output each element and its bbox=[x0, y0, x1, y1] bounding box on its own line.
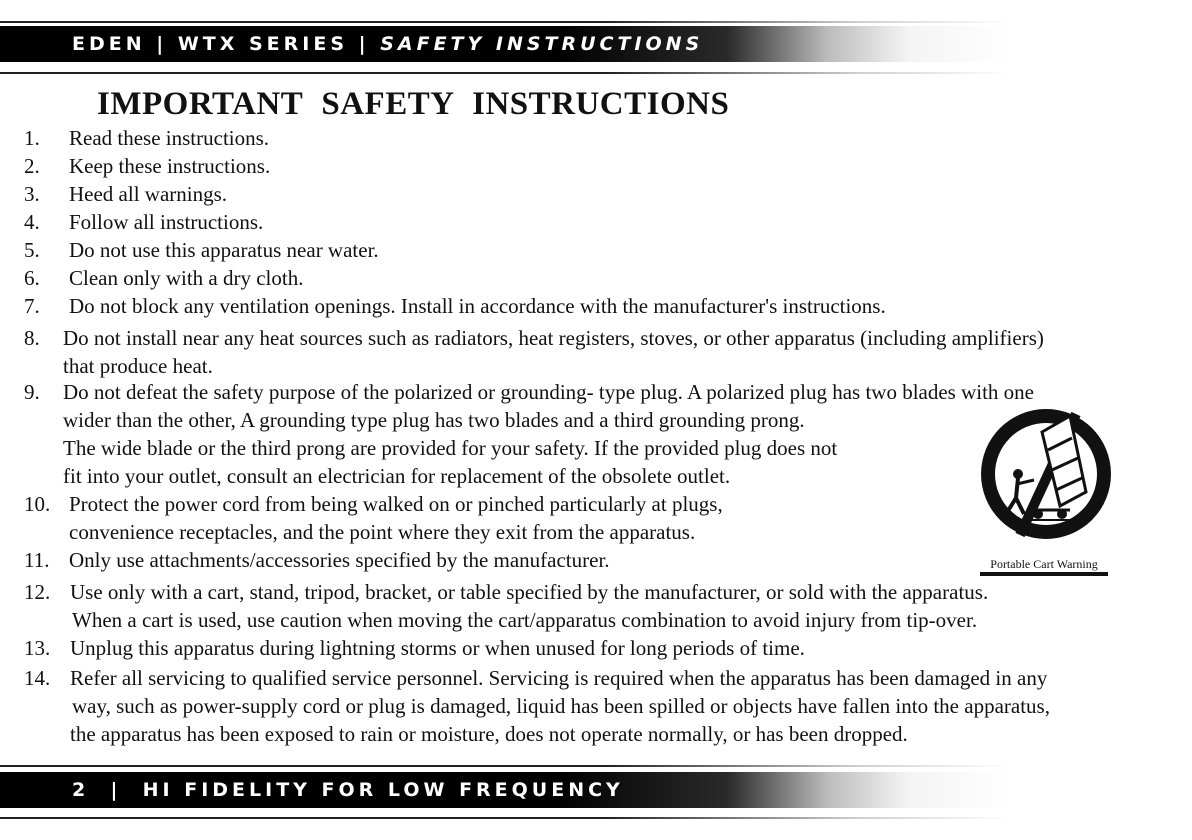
item-number: 10. bbox=[24, 492, 51, 516]
tip-over-cart-icon bbox=[980, 404, 1112, 554]
item-text: Clean only with a dry cloth. bbox=[69, 266, 304, 290]
item-text: Follow all instructions. bbox=[69, 210, 264, 234]
item-text: Read these instructions. bbox=[69, 126, 270, 150]
item-text: wider than the other, A grounding type plug has two blades and a third grounding prong. bbox=[63, 408, 805, 432]
cart-warning bbox=[980, 404, 1112, 580]
item-text: Use only with a cart, stand, tripod, bracket, or table specified by the manufacturer, or sold with the apparatus. bbox=[70, 580, 989, 604]
item-text: Do not use this apparatus near water. bbox=[69, 238, 379, 262]
header-brand: EDEN bbox=[72, 33, 146, 55]
item-text: Heed all warnings. bbox=[69, 182, 228, 206]
cart-warning-caption: Portable Cart Warning bbox=[980, 556, 1108, 576]
footer-rule-bottom bbox=[0, 817, 1010, 819]
item-text: convenience receptacles, and the point where they exit from the apparatus. bbox=[69, 520, 696, 544]
footer-bar bbox=[0, 772, 1010, 808]
item-number: 6. bbox=[24, 266, 40, 290]
item-number: 11. bbox=[24, 548, 50, 572]
item-text: Keep these instructions. bbox=[69, 154, 271, 178]
item-text: Do not defeat the safety purpose of the polarized or grounding- type plug. A polarized plug has two blades with one bbox=[63, 380, 1035, 404]
item-text: way, such as power-supply cord or plug is damaged, liquid has been spilled or objects have fallen into the apparatus, bbox=[72, 694, 1050, 718]
item-number: 7. bbox=[24, 294, 40, 318]
item-number: 2. bbox=[24, 154, 40, 178]
footer-text: 2 | HI FIDELITY FOR LOW FREQUENCY bbox=[72, 779, 624, 801]
header-bar bbox=[0, 26, 1010, 62]
item-number: 5. bbox=[24, 238, 40, 262]
item-text: Do not install near any heat sources such as radiators, heat registers, stoves, or other apparatus (including amplifiers) bbox=[63, 326, 1044, 350]
item-text: Refer all servicing to qualified service personnel. Servicing is required when the apparatus has been damaged in any bbox=[70, 666, 1048, 690]
footer-page-number: 2 bbox=[72, 779, 90, 801]
item-number: 9. bbox=[24, 380, 40, 404]
header-section: SAFETY INSTRUCTIONS bbox=[380, 33, 704, 55]
item-number: 12. bbox=[24, 580, 51, 604]
page-title: IMPORTANT SAFETY INSTRUCTIONS bbox=[97, 86, 730, 122]
item-number: 14. bbox=[24, 666, 51, 690]
item-number: 8. bbox=[24, 326, 40, 350]
item-text: Do not block any ventilation openings. Install in accordance with the manufacturer's instructions. bbox=[69, 294, 886, 318]
item-number: 3. bbox=[24, 182, 40, 206]
item-number: 4. bbox=[24, 210, 40, 234]
item-text: The wide blade or the third prong are provided for your safety. If the provided plug does not bbox=[63, 436, 838, 460]
header-rule-bottom bbox=[0, 72, 1010, 74]
item-number: 13. bbox=[24, 636, 51, 660]
item-text: the apparatus has been exposed to rain or moisture, does not operate normally, or has been dropped. bbox=[70, 722, 908, 746]
item-text: Only use attachments/accessories specified by the manufacturer. bbox=[69, 548, 610, 572]
item-text: Unplug this apparatus during lightning storms or when unused for long periods of time. bbox=[70, 636, 805, 660]
footer-rule-top bbox=[0, 765, 1010, 767]
item-number: 1. bbox=[24, 126, 40, 150]
header-series: WTX SERIES bbox=[177, 33, 349, 55]
footer-tagline: HI FIDELITY FOR LOW FREQUENCY bbox=[142, 779, 624, 801]
header-rule-top bbox=[0, 21, 1010, 23]
item-text: When a cart is used, use caution when moving the cart/apparatus combination to avoid injury from tip-over. bbox=[72, 608, 978, 632]
item-text: that produce heat. bbox=[63, 354, 213, 378]
header-text: EDEN | WTX SERIES | SAFETY INSTRUCTIONS bbox=[72, 33, 704, 55]
item-text: fit into your outlet, consult an electrician for replacement of the obsolete outlet. bbox=[63, 464, 731, 488]
item-text: Protect the power cord from being walked on or pinched particularly at plugs, bbox=[69, 492, 723, 516]
